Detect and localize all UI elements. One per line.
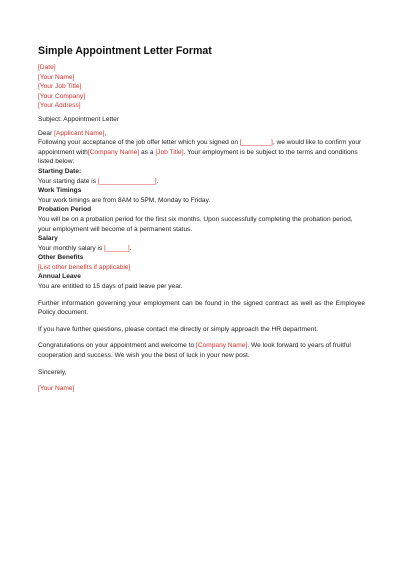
congrats-text-1: Congratulations on your appointment and welcome to <box>38 342 196 350</box>
sender-company: [Your Company] <box>38 92 86 100</box>
salary-heading: Salary <box>38 235 58 243</box>
intro-text-1: Following your acceptance of the job offer letter which you signed on <box>38 139 240 147</box>
starting-date-end: . <box>156 177 159 185</box>
intro-paragraph <box>38 138 365 167</box>
starting-date-label: Your starting date is <box>38 177 98 185</box>
greeting-prefix: Dear <box>38 129 55 137</box>
further-info-paragraph: Further information governing your employment can be found in the signed contract as well as the Employee Policy document. <box>38 299 365 317</box>
benefits-placeholder: [List other benefits if applicable] <box>38 263 131 271</box>
job-title-placeholder: [Job Title] <box>155 148 184 156</box>
salary-blank: [______] <box>104 244 130 252</box>
salary-text <box>38 244 365 254</box>
subject-line: Subject: Appointment Letter <box>38 115 120 123</box>
sender-job-title: [Your Job Title] <box>38 83 82 91</box>
sender-name: [Your Name] <box>38 73 75 81</box>
questions-paragraph: If you have further questions, please contact me directly or simply approach the HR department. <box>38 325 319 333</box>
starting-date-heading: Starting Date: <box>38 167 82 175</box>
starting-date-blank: [_______________] <box>97 177 157 185</box>
salary-end: . <box>129 244 132 252</box>
work-timings-heading: Work Timings <box>38 187 82 195</box>
probation-text: You will be on a probation period for the first six months. Upon successfully completing the probation period, your employment will become of a permanent status. <box>38 215 353 233</box>
intro-text-4: . Your employment is be subject to the terms and conditions listed below: <box>38 148 358 166</box>
greeting <box>38 129 365 139</box>
intro-text-3: as a <box>139 148 156 156</box>
applicant-name-placeholder: [Applicant Name] <box>54 129 105 137</box>
company-name-placeholder: [Company Name] <box>87 148 140 156</box>
sender-block <box>38 63 365 111</box>
signed-date-blank: [________] <box>239 139 273 147</box>
greeting-suffix: , <box>104 129 107 137</box>
sender-date: [Date] <box>38 64 56 71</box>
annual-leave-text: You are entitled to 15 days of paid leave per year. <box>38 283 183 291</box>
closing: Sincerely, <box>38 368 67 376</box>
annual-leave-heading: Annual Leave <box>38 273 81 281</box>
salary-label: Your monthly salary is <box>38 244 105 252</box>
signature-placeholder: [Your Name] <box>38 385 75 393</box>
letter-title: Simple Appointment Letter Format <box>38 45 212 57</box>
benefits-heading: Other Benefits <box>38 254 84 262</box>
congrats-text-2: . We look forward to years of fruitful cooperation and success. We wish you the best of luck in your new post. <box>38 342 351 360</box>
starting-date-text <box>38 177 365 187</box>
congrats-company-placeholder: [Company Name] <box>195 342 248 350</box>
probation-heading: Probation Period <box>38 206 92 214</box>
intro-text-2: , we would like to confirm your appointment with <box>38 139 362 156</box>
congratulations-paragraph <box>38 341 365 360</box>
sender-address: [Your Address] <box>38 102 81 110</box>
work-timings-text: Your work timings are from 8AM to 5PM, Monday to Friday. <box>38 196 211 204</box>
